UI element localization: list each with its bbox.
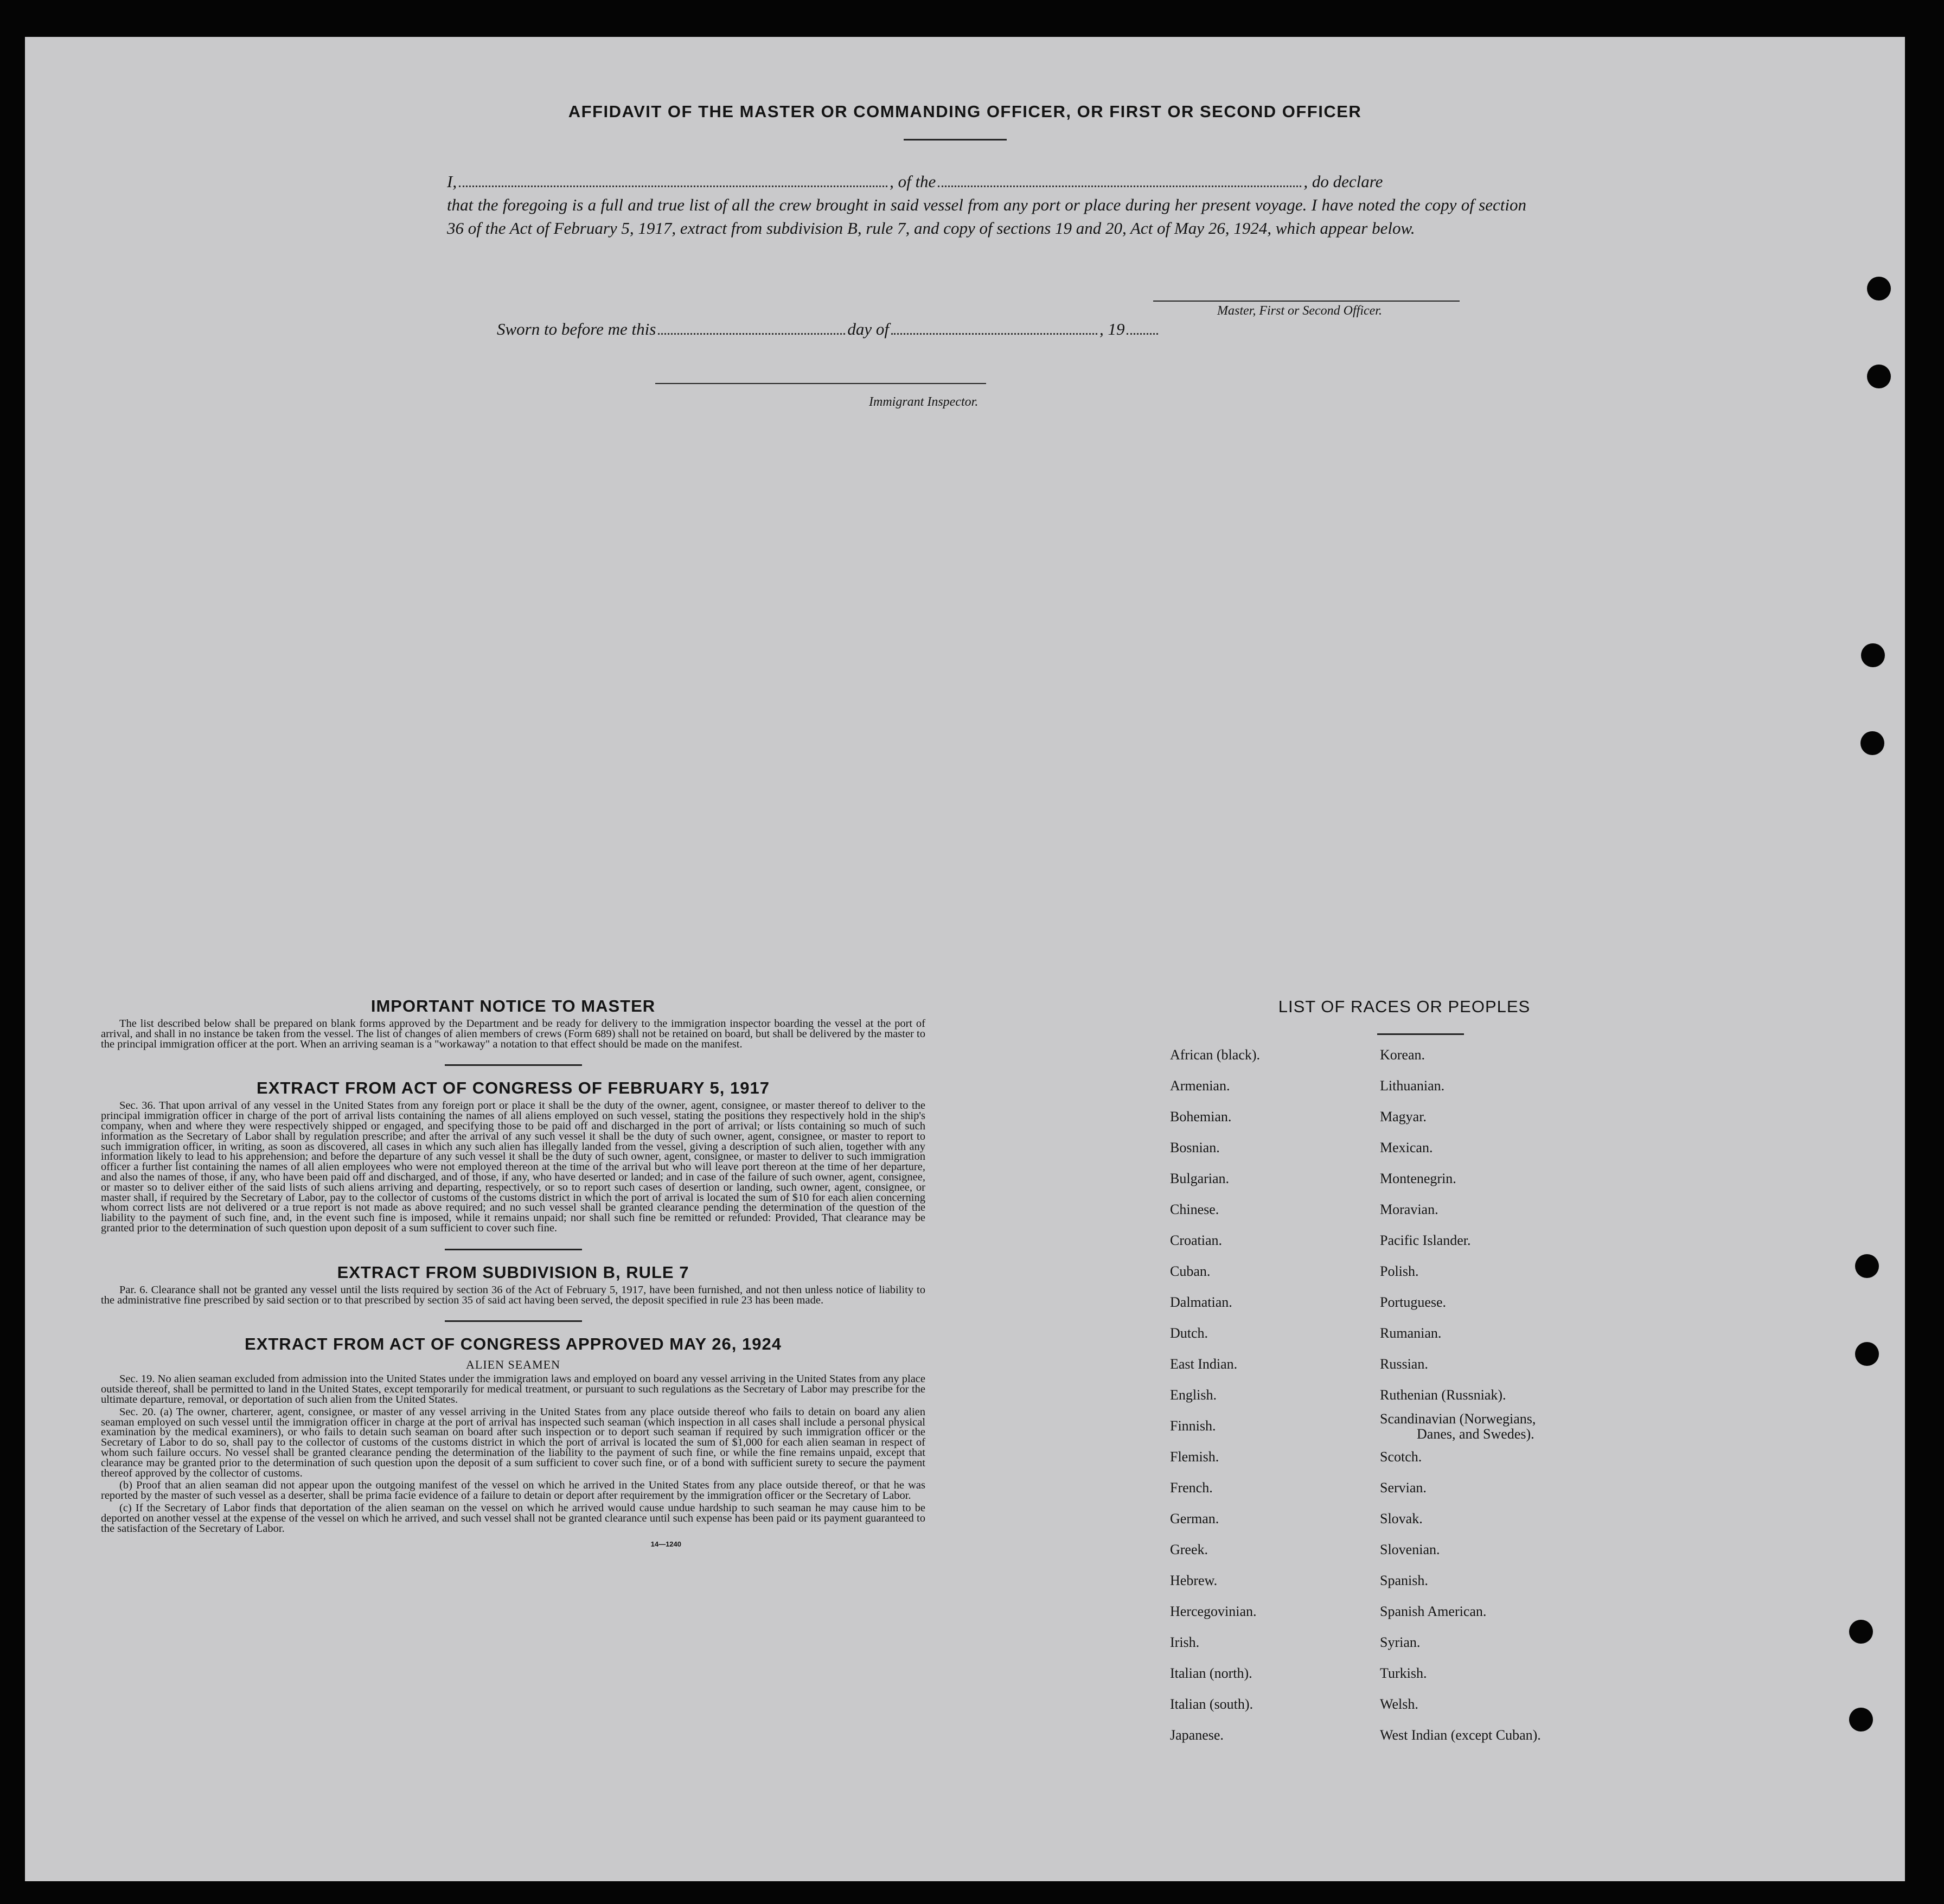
race-item: Japanese.: [1170, 1727, 1224, 1743]
punch-hole: [1860, 731, 1884, 755]
notice-title: IMPORTANT NOTICE TO MASTER: [370, 996, 656, 1015]
year-label: , 19: [1099, 320, 1125, 338]
extract-rule7-title: EXTRACT FROM SUBDIVISION B, RULE 7: [337, 1262, 689, 1282]
race-item: Greek.: [1170, 1542, 1208, 1557]
race-item: Korean.: [1380, 1047, 1425, 1063]
extract-1917-title: EXTRACT FROM ACT OF CONGRESS OF FEBRUARY 5, 1917: [257, 1078, 770, 1098]
legal-notices-column: [101, 996, 925, 1548]
race-item: Bosnian.: [1170, 1140, 1220, 1155]
affidavit-title: AFFIDAVIT OF THE MASTER OR COMMANDING OFFICER, OR FIRST OR SECOND OFFICER: [568, 102, 1362, 121]
alien-seamen-subtitle: ALIEN SEAMEN: [466, 1358, 560, 1372]
race-item: Hebrew.: [1170, 1573, 1218, 1588]
punch-hole: [1849, 1708, 1873, 1732]
race-item: Bulgarian.: [1170, 1171, 1230, 1186]
race-scandinavian: Scandinavian (Norwegians,: [1380, 1411, 1536, 1427]
of-the-label: , of the: [890, 172, 936, 191]
declare-label: , do declare: [1303, 172, 1383, 191]
punch-hole: [1867, 365, 1891, 388]
punch-hole: [1861, 643, 1885, 667]
sworn-month-blank[interactable]: [891, 333, 1097, 335]
race-item: French.: [1170, 1480, 1213, 1496]
race-item: Magyar.: [1380, 1109, 1427, 1124]
race-item: Irish.: [1170, 1634, 1200, 1650]
race-item: Montenegrin.: [1380, 1171, 1456, 1186]
race-item: Cuban.: [1170, 1263, 1211, 1279]
race-item: Servian.: [1380, 1480, 1427, 1496]
race-item: East Indian.: [1170, 1356, 1238, 1372]
affidavit-first-line: [447, 170, 1526, 193]
sec20a-text: Sec. 20. (a) The owner, charterer, agent, consignee, or master of any vessel arriving in the United States from any place outside thereof who fails to detain on board any alien seaman employed on such vessel until the immigration officer in charge at the port of arrival has inspected such seaman (which inspection in all cases shall include a personal physical examination by the medical examiners), or who fails to detain such seaman on board after such inspection or to deport such seaman if required by such immigration officer or the Secretary of Labor to do so, shall pay to the collector of customs of the customs district in which the port of arrival is located the sum of $1,000 for each alien seaman in respect of whom such failure occurs. No vessel shall be granted clearance pending the determination of the liability to the payment of such fine, or while the fine remains unpaid, except that clearance may be granted prior to the determination of such question upon the deposit of a sum sufficient to cover such fine, or of a bond with sufficient surety to secure the payment thereof approved by the collector of customs.: [101, 1405, 925, 1479]
race-item: English.: [1170, 1387, 1217, 1403]
race-item: Lithuanian.: [1380, 1078, 1445, 1094]
race-item: Slovenian.: [1380, 1542, 1440, 1557]
race-item: German.: [1170, 1511, 1219, 1526]
race-item: Portuguese.: [1380, 1294, 1447, 1310]
declarant-name-blank[interactable]: [459, 186, 887, 187]
race-item: Italian (south).: [1170, 1696, 1254, 1712]
races-column-right: [1380, 1047, 1541, 1758]
punch-hole: [1867, 277, 1891, 301]
race-item: Flemish.: [1170, 1449, 1219, 1465]
form-number: 14—1240: [650, 1540, 681, 1549]
race-item: West Indian (except Cuban).: [1380, 1727, 1541, 1743]
race-item: Pacific Islander.: [1380, 1232, 1471, 1248]
race-scandinavian-continued: Danes, and Swedes).: [1417, 1426, 1534, 1442]
race-item: Turkish.: [1380, 1665, 1427, 1681]
race-item: Spanish.: [1380, 1573, 1428, 1588]
race-item: Scotch.: [1380, 1449, 1422, 1465]
race-item: Armenian.: [1170, 1078, 1230, 1094]
extract-1917-text: Sec. 36. That upon arrival of any vessel in the United States from any foreign port or place it shall be the duty of the owner, agent, consignee, or master thereof to deliver to the principal immigration officer in charge of the port of arrival lists containing the names of all aliens employed on such vessel, stating the positions they respectively hold in the ship's company, when and where they were respectively shipped or engaged, and specifying those to be paid off and discharged in the port of arrival; or lists containing so much of such information as the Secretary of Labor shall by regulation prescribe; and after the arrival of any such vessel it shall be the duty of such owner, agent, consignee, or master to report to such immigration officer, in writing, as soon as discovered, all cases in which any such alien has illegally landed from the vessel, giving a description of such alien, together with any information likely to lead to his apprehension; and before the departure of any such vessel it shall be the duty of such owner, agent, consignee, or master to deliver to such immigration officer a further list containing the names of all alien employees who were not employed thereon at the time of the arrival but who will leave port thereon at the time of her departure, and also the names of those, if any, who have been paid off and discharged, and of those, if any, who have deserted or landed; and in case of the failure of such owner, agent, consignee, or master so to deliver either of the said lists of such aliens arriving and departing, respectively, or so to report such cases of desertion or landing, such owner, agent, consignee, or master shall, if required by the Secretary of Labor, pay to the collector of customs of the customs district in which the port of arrival is located the sum of $10 for each alien concerning whom correct lists are not delivered or a true report is not made as above required; and no such vessel shall be granted clearance pending the determination of the question of the liability to the payment of such fine, and, in the event such fine is imposed, while it remains unpaid; nor shall such fine be remitted or refunded: Provided, That clearance may be granted prior to the determination of such question upon deposit of a sum sufficient to cover such fine.: [101, 1100, 925, 1234]
sworn-day-blank[interactable]: [658, 333, 845, 335]
race-item: Finnish.: [1170, 1418, 1216, 1434]
race-item: Chinese.: [1170, 1202, 1219, 1217]
race-item: Slovak.: [1380, 1511, 1423, 1526]
sec19-text: Sec. 19. No alien seaman excluded from admission into the United States under the immigration laws and employed on board any vessel arriving in the United States from any place outside thereof, shall be permitted to land in the United States, except temporarily for medical treatment, or pursuant to such regulations as the Secretary of Labor may prescribe for the ultimate departure, removal, or deportation of such alien from the United States.: [101, 1373, 925, 1405]
race-item: [1380, 1411, 1541, 1449]
sworn-year-blank[interactable]: [1127, 333, 1158, 335]
master-signature-label: Master, First or Second Officer.: [1217, 304, 1382, 318]
day-of-label: day of: [847, 320, 889, 338]
title-divider: [904, 139, 1007, 140]
races-title: LIST OF RACES OR PEOPLES: [1278, 997, 1531, 1016]
punch-hole: [1849, 1620, 1873, 1644]
race-item: African (black).: [1170, 1047, 1261, 1063]
race-item: Italian (north).: [1170, 1665, 1252, 1681]
section-divider: [445, 1320, 582, 1322]
race-item: Croatian.: [1170, 1232, 1223, 1248]
punch-hole: [1855, 1342, 1879, 1366]
document-page: [25, 37, 1905, 1881]
notice-text: The list described below shall be prepared on blank forms approved by the Department and be ready for delivery to the immigration inspector boarding the vessel at the port of arrival, and shall in no instance be taken from the vessel. The list of changes of alien members of crews (Form 689) shall not be retained on board, but shall be delivered by the master to the principal immigration officer at the port. When an arriving seaman is a "workaway" a notation to that effect should be made on the manifest.: [101, 1018, 925, 1050]
affidavit-body: [447, 170, 1526, 240]
sec20c-text: (c) If the Secretary of Labor finds that deportation of the alien seaman on the vessel on which he arrived would cause undue hardship to such seaman he may cause him to be deported on another vessel at the expense of the vessel on which he arrived, and such vessel shall not be granted clearance until such expense has been paid or its payment guaranteed to the satisfaction of the Secretary of Labor.: [101, 1502, 925, 1535]
race-item: Moravian.: [1380, 1202, 1438, 1217]
race-item: Dalmatian.: [1170, 1294, 1232, 1310]
race-item: Polish.: [1380, 1263, 1419, 1279]
extract-rule7-text: Par. 6. Clearance shall not be granted any vessel until the lists required by section 36 of the Act of February 5, 1917, have been furnished, and not then unless notice of liability to the administrative fine prescribed by said section or to that prescribed by section 35 of said act having been served, the deposit specified in rule 23 has been made.: [101, 1283, 925, 1306]
race-item: Russian.: [1380, 1356, 1428, 1372]
vessel-position-blank[interactable]: [938, 186, 1301, 187]
races-divider: [1377, 1033, 1464, 1035]
race-item: Ruthenian (Russniak).: [1380, 1387, 1506, 1403]
race-item: Rumanian.: [1380, 1325, 1442, 1341]
races-column-left: [1170, 1047, 1260, 1758]
punch-hole: [1855, 1254, 1879, 1278]
race-item: Welsh.: [1380, 1696, 1418, 1712]
inspector-signature-label: Immigrant Inspector.: [869, 395, 979, 409]
sworn-line: [497, 320, 1160, 339]
race-item: Mexican.: [1380, 1140, 1433, 1155]
extract-1924-title: EXTRACT FROM ACT OF CONGRESS APPROVED MAY 26, 1924: [245, 1334, 782, 1354]
affidavit-statement: that the foregoing is a full and true list of all the crew brought in said vessel from any port or place during her present voyage. I have noted the copy of section 36 of the Act of February 5, 1917, extract from subdivision B, rule 7, and copy of sections 19 and 20, Act of May 26, 1924, which appear below.: [447, 195, 1526, 238]
race-item: Syrian.: [1380, 1634, 1421, 1650]
race-item: Dutch.: [1170, 1325, 1208, 1341]
master-signature-line[interactable]: [1153, 301, 1460, 302]
sworn-label: Sworn to before me this: [497, 320, 656, 338]
race-item: Spanish American.: [1380, 1603, 1487, 1619]
section-divider: [445, 1249, 582, 1250]
sec20b-text: (b) Proof that an alien seaman did not appear upon the outgoing manifest of the vessel on which he arrived in the United States from any place outside thereof, or that he was reported by the master of such vessel as a deserter, shall be prima facie evidence of a failure to detain or deport after requirement by the immigration officer or the Secretary of Labor.: [101, 1479, 925, 1502]
inspector-signature-line[interactable]: [655, 383, 986, 384]
declarant-prefix: I,: [447, 172, 457, 191]
section-divider: [445, 1064, 582, 1066]
race-item: Hercegovinian.: [1170, 1603, 1257, 1619]
race-item: Bohemian.: [1170, 1109, 1232, 1124]
